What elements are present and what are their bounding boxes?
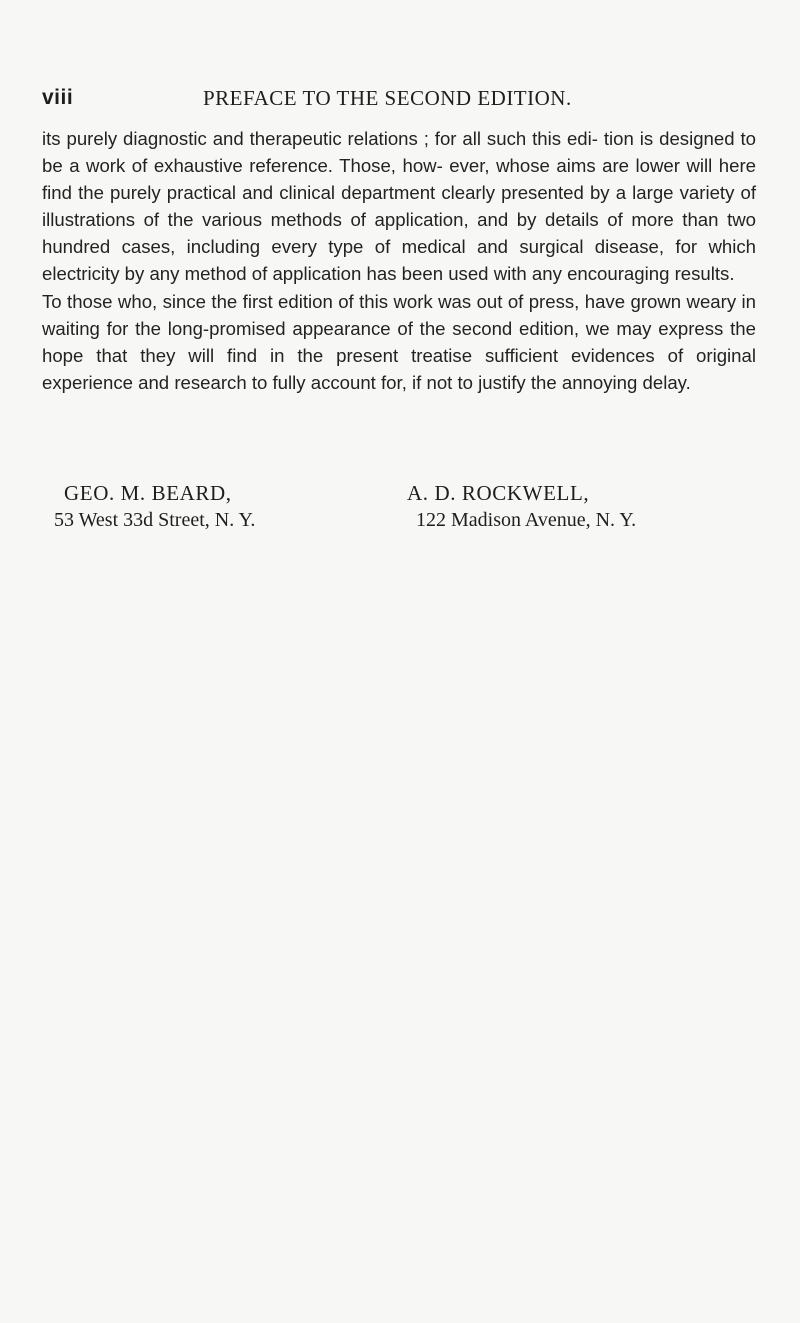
paragraph-2: To those who, since the first edition of this work was out of press, have grown weary in waiting for the long-promised appearance of the second edition, we may express the hope that they will find in the present treatise sufficient evidences of original experience and research to fully account for, if not to justify the annoying delay. — [42, 290, 756, 393]
signature-block — [0, 480, 800, 550]
signature-rockwell — [407, 480, 636, 534]
signature-name: A. D. ROCKWELL, — [407, 481, 590, 505]
running-title: PREFACE TO THE SECOND EDITION. — [203, 86, 572, 110]
page-number: viii — [42, 86, 74, 109]
paragraph-1: its purely diagnostic and therapeutic relations ; for all such this edi- tion is designed to be a work of exhaustive reference. Those, how- ever, whose aims are lower will here find the purely practical and clinical department clearly presented by a large variety of illustrations of the various methods of application, and by details of more than two hundred cases, including every type of medical and surgical disease, for which electricity by any method of application has been used with any encouraging results. — [42, 128, 756, 285]
preface-body — [42, 125, 756, 396]
signature-address: 53 West 33d Street, N. Y. — [54, 509, 256, 531]
signature-address: 122 Madison Avenue, N. Y. — [416, 509, 637, 531]
signature-name: GEO. M. BEARD, — [64, 481, 232, 505]
running-header — [42, 86, 758, 116]
signature-beard — [54, 480, 256, 534]
